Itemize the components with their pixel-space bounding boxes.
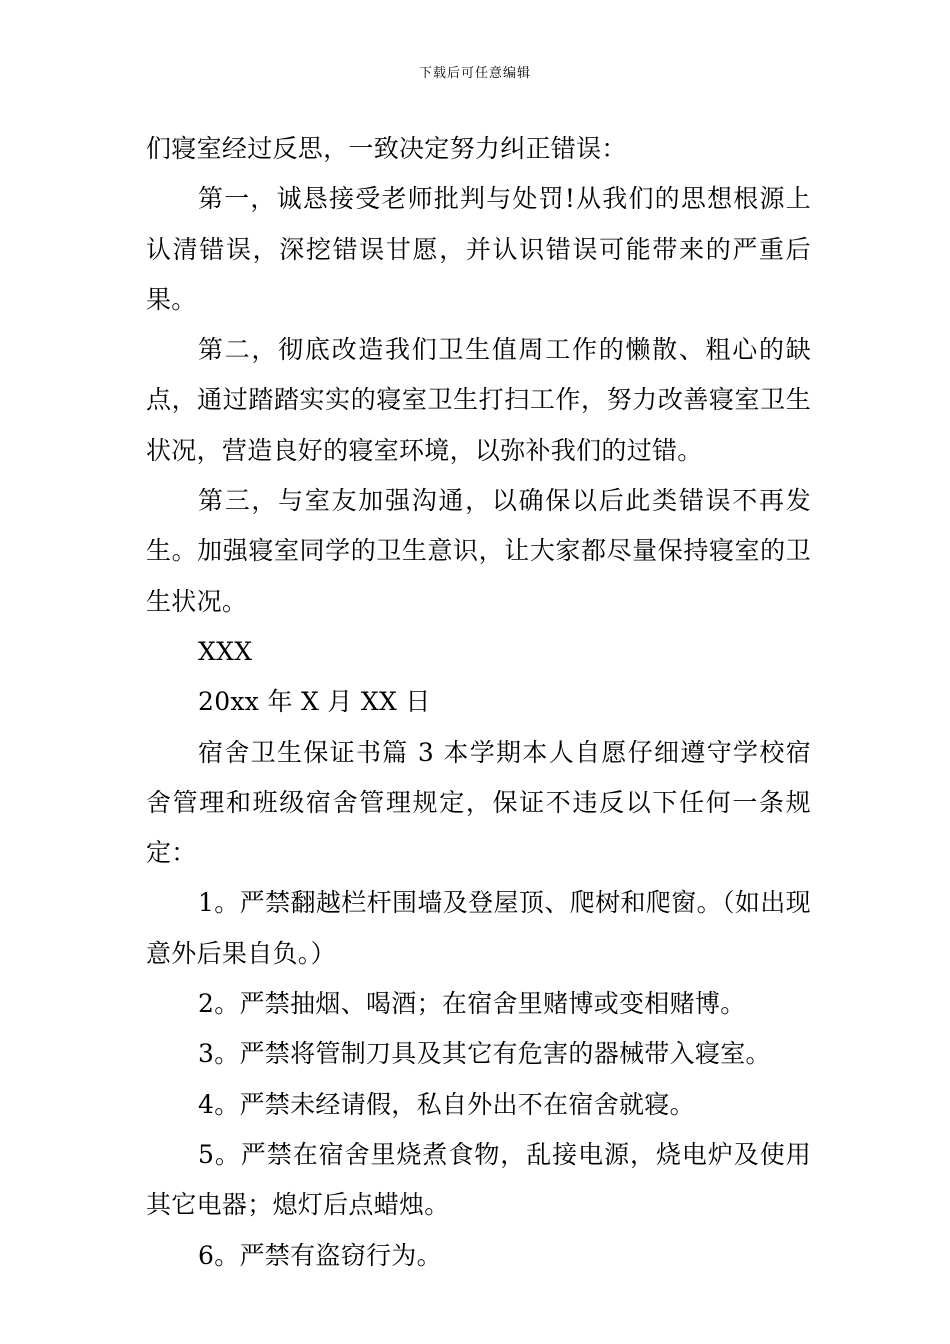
paragraph: 第二，彻底改造我们卫生值周工作的懒散、粗心的缺点，通过踏踏实实的寝室卫生打扫工作，努力改善寝室卫生状况，营造良好的寝室环境，以弥补我们的过错。 — [146, 335, 811, 465]
rule-item: 4。严禁未经请假，私自外出不在宿舍就寝。 — [198, 1089, 695, 1119]
rule-item: 6。严禁有盗窃行为。 — [198, 1240, 442, 1270]
document-body — [146, 124, 811, 1281]
page-header-note: 下载后可任意编辑 — [418, 66, 531, 81]
rule-item: 2。严禁抽烟、喝酒；在宿舍里赌博或变相赌博。 — [198, 989, 746, 1019]
rule-item: 5。严禁在宿舍里烧煮食物，乱接电源，烧电炉及使用其它电器；熄灯后点蜡烛。 — [146, 1139, 811, 1220]
paragraph: 第三，与室友加强沟通，以确保以后此类错误不再发生。加强寝室同学的卫生意识，让大家都尽量保持寝室的卫生状况。 — [146, 486, 811, 616]
rule-item: 3。严禁将管制刀具及其它有危害的器械带入寝室。 — [198, 1039, 771, 1069]
signature-name: XXX — [198, 636, 253, 666]
paragraph: 们寝室经过反思，一致决定努力纠正错误： — [146, 134, 627, 163]
signature-date: 20xx 年 X 月 XX 日 — [198, 687, 431, 717]
rule-item: 1。严禁翻越栏杆围墙及登屋顶、爬树和爬窗。（如出现意外后果自负。） — [146, 888, 811, 968]
paragraph: 宿舍卫生保证书篇 3 本学期本人自愿仔细遵守学校宿舍管理和班级宿舍管理规定，保证不违反以下任何一条规定： — [146, 737, 811, 868]
paragraph: 第一，诚恳接受老师批判与处罚!从我们的思想根源上认清错误，深挖错误甘愿，并认识错误可能带来的严重后果。 — [146, 184, 811, 314]
